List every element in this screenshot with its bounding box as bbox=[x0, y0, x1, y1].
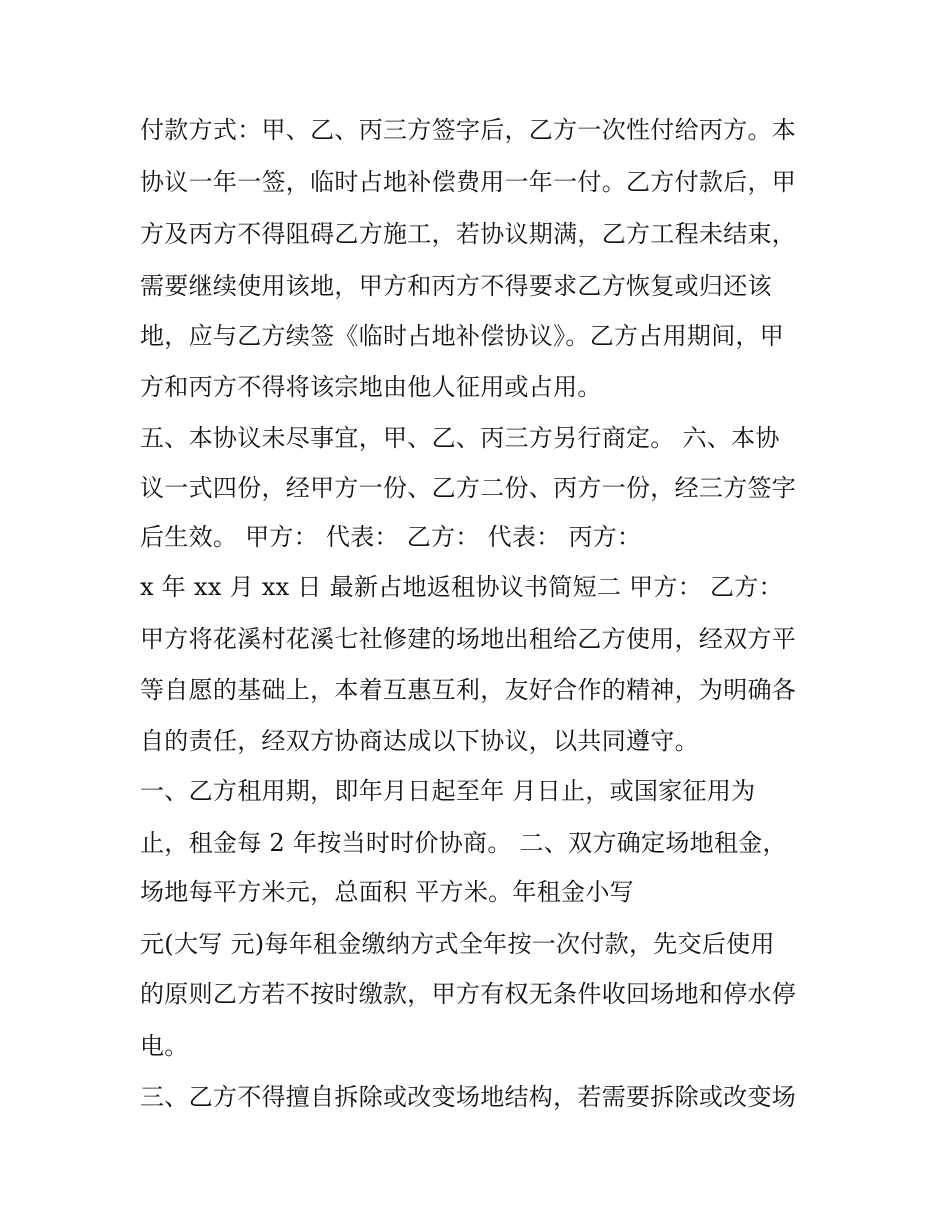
text-line: 电。 bbox=[140, 1032, 189, 1060]
text-line: 付款方式：甲、乙、丙三方签字后，乙方一次性付给丙方。本 bbox=[140, 116, 797, 144]
text-line: 三、乙方不得擅自拆除或改变场地结构，若需要拆除或改变场 bbox=[140, 1083, 797, 1111]
text-line: 议一式四份，经甲方一份、乙方二份、丙方一份，经三方签字 bbox=[140, 474, 797, 502]
text-line: 自的责任，经双方协商达成以下协议，以共同遵守。 bbox=[140, 727, 699, 755]
text-line: 的原则乙方若不按时缴款，甲方有权无条件收回场地和停水停 bbox=[140, 980, 797, 1008]
text-line: 甲方将花溪村花溪七社修建的场地出租给乙方使用，经双方平 bbox=[140, 625, 797, 653]
text-line: 协议一年一签，临时占地补偿费用一年一付。乙方付款后，甲 bbox=[140, 168, 797, 196]
text-line: 方及丙方不得阻碍乙方施工，若协议期满，乙方工程未结束， bbox=[140, 220, 797, 248]
text-line: 五、本协议未尽事宜，甲、乙、丙三方另行商定。 六、本协 bbox=[140, 424, 780, 452]
text-line: x 年 xx 月 xx 日 最新占地返租协议书简短二 甲方： 乙方： bbox=[140, 573, 783, 601]
text-line: 一、乙方租用期，即年月日起至年 月日止，或国家征用为 bbox=[140, 777, 756, 805]
text-line: 场地每平方米元，总面积 平方米。年租金小写 bbox=[140, 878, 634, 906]
text-line: 等自愿的基础上，本着互惠互利，友好合作的精神，为明确各 bbox=[140, 676, 797, 704]
text-line: 方和丙方不得将该宗地由他人征用或占用。 bbox=[140, 373, 602, 401]
text-line: 地，应与乙方续签《临时占地补偿协议》。乙方占用期间，甲 bbox=[140, 322, 785, 350]
text-line: 元(大写 元)每年租金缴纳方式全年按一次付款，先交后使用 bbox=[140, 930, 775, 958]
text-line: 止，租金每 2 年按当时时价协商。 二、双方确定场地租金， bbox=[140, 829, 787, 857]
text-line: 后生效。 甲方： 代表： 乙方： 代表： 丙方： bbox=[140, 523, 642, 551]
text-line: 需要继续使用该地，甲方和丙方不得要求乙方恢复或归还该 bbox=[140, 272, 772, 300]
